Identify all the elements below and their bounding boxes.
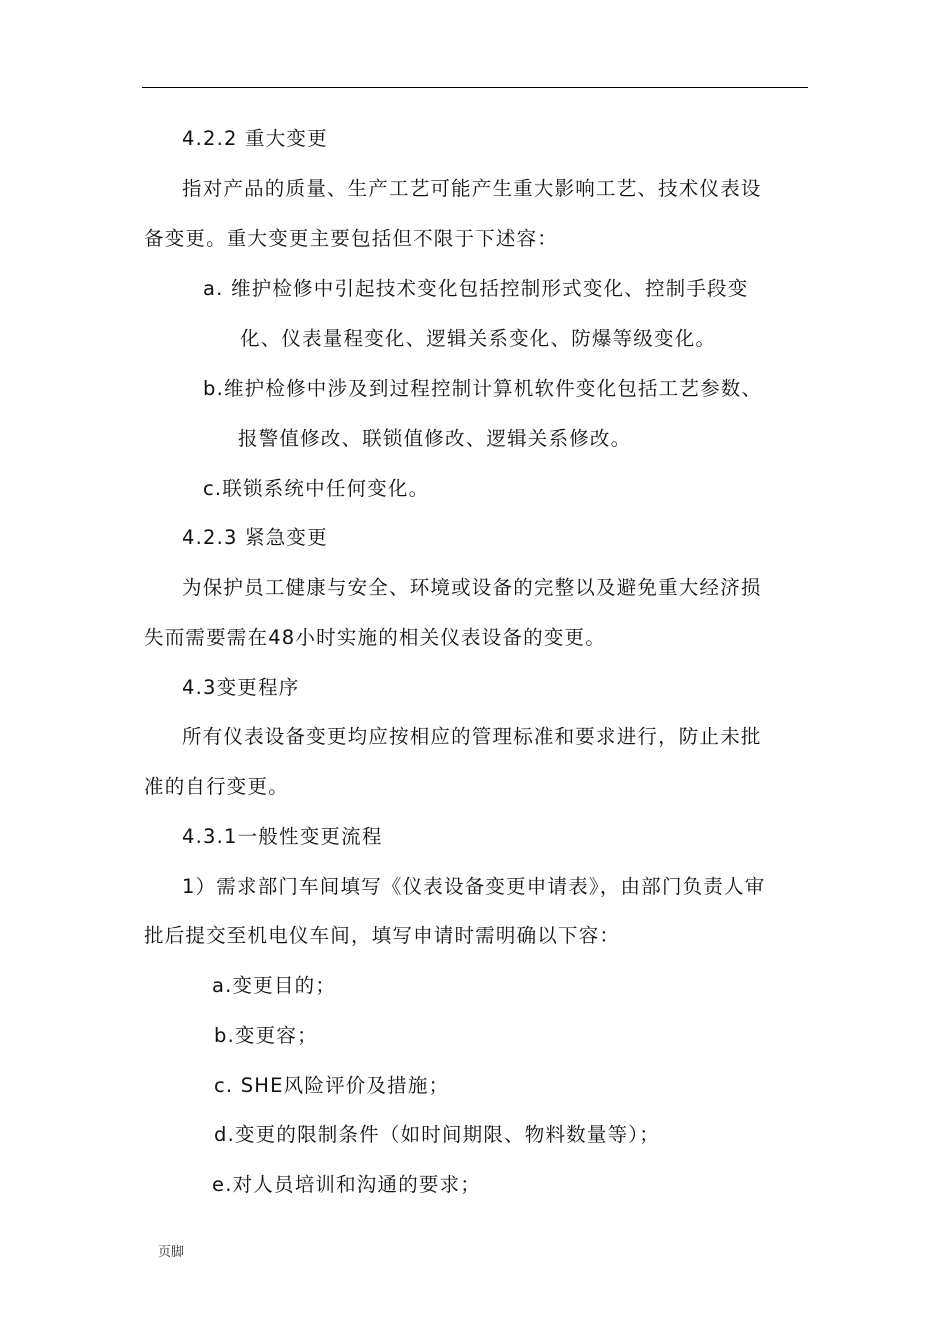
paragraph-line: 指对产品的质量、生产工艺可能产生重大影响工艺、技术仪表设 [182, 177, 762, 200]
section-heading-4-2-2: 4.2.2 重大变更 [182, 127, 328, 150]
list-item-b: b.维护检修中涉及到过程控制计算机软件变化包括工艺参数、 [203, 377, 763, 400]
paragraph-line: 为保护员工健康与安全、环境或设备的完整以及避免重大经济损 [182, 576, 762, 599]
paragraph-line: 准的自行变更。 [144, 775, 289, 798]
section-heading-4-3: 4.3变更程序 [182, 676, 300, 699]
header-rule [142, 87, 808, 88]
paragraph-line: 批后提交至机电仪车间，填写申请时需明确以下容： [144, 924, 621, 947]
list-item-e: e.对人员培训和沟通的要求； [212, 1173, 481, 1196]
list-item-b: b.变更容； [214, 1024, 318, 1047]
list-item-a-continuation: 化、仪表量程变化、逻辑关系变化、防爆等级变化。 [240, 327, 717, 350]
list-item-b-continuation: 报警值修改、联锁值修改、逻辑关系修改。 [238, 427, 632, 450]
list-item-c: c. SHE风险评价及措施； [214, 1074, 450, 1097]
list-item-d: d.变更的限制条件（如时间期限、物料数量等）； [214, 1123, 660, 1146]
list-item-a: a. 维护检修中引起技术变化包括控制形式变化、控制手段变 [203, 277, 749, 300]
section-heading-4-3-1: 4.3.1一般性变更流程 [182, 825, 383, 848]
section-heading-4-2-3: 4.2.3 紧急变更 [182, 526, 328, 549]
paragraph-line: 1）需求部门车间填写《仪表设备变更申请表》，由部门负责人审 [182, 875, 766, 898]
list-item-a: a.变更目的； [212, 974, 337, 997]
paragraph-line: 失而需要需在48小时实施的相关仪表设备的变更。 [144, 626, 606, 649]
paragraph-line: 所有仪表设备变更均应按相应的管理标准和要求进行，防止未批 [182, 725, 762, 748]
paragraph-line: 备变更。重大变更主要包括但不限于下述容： [144, 227, 559, 250]
list-item-c: c.联锁系统中任何变化。 [203, 477, 430, 500]
page-footer: 页脚 [158, 1245, 185, 1260]
